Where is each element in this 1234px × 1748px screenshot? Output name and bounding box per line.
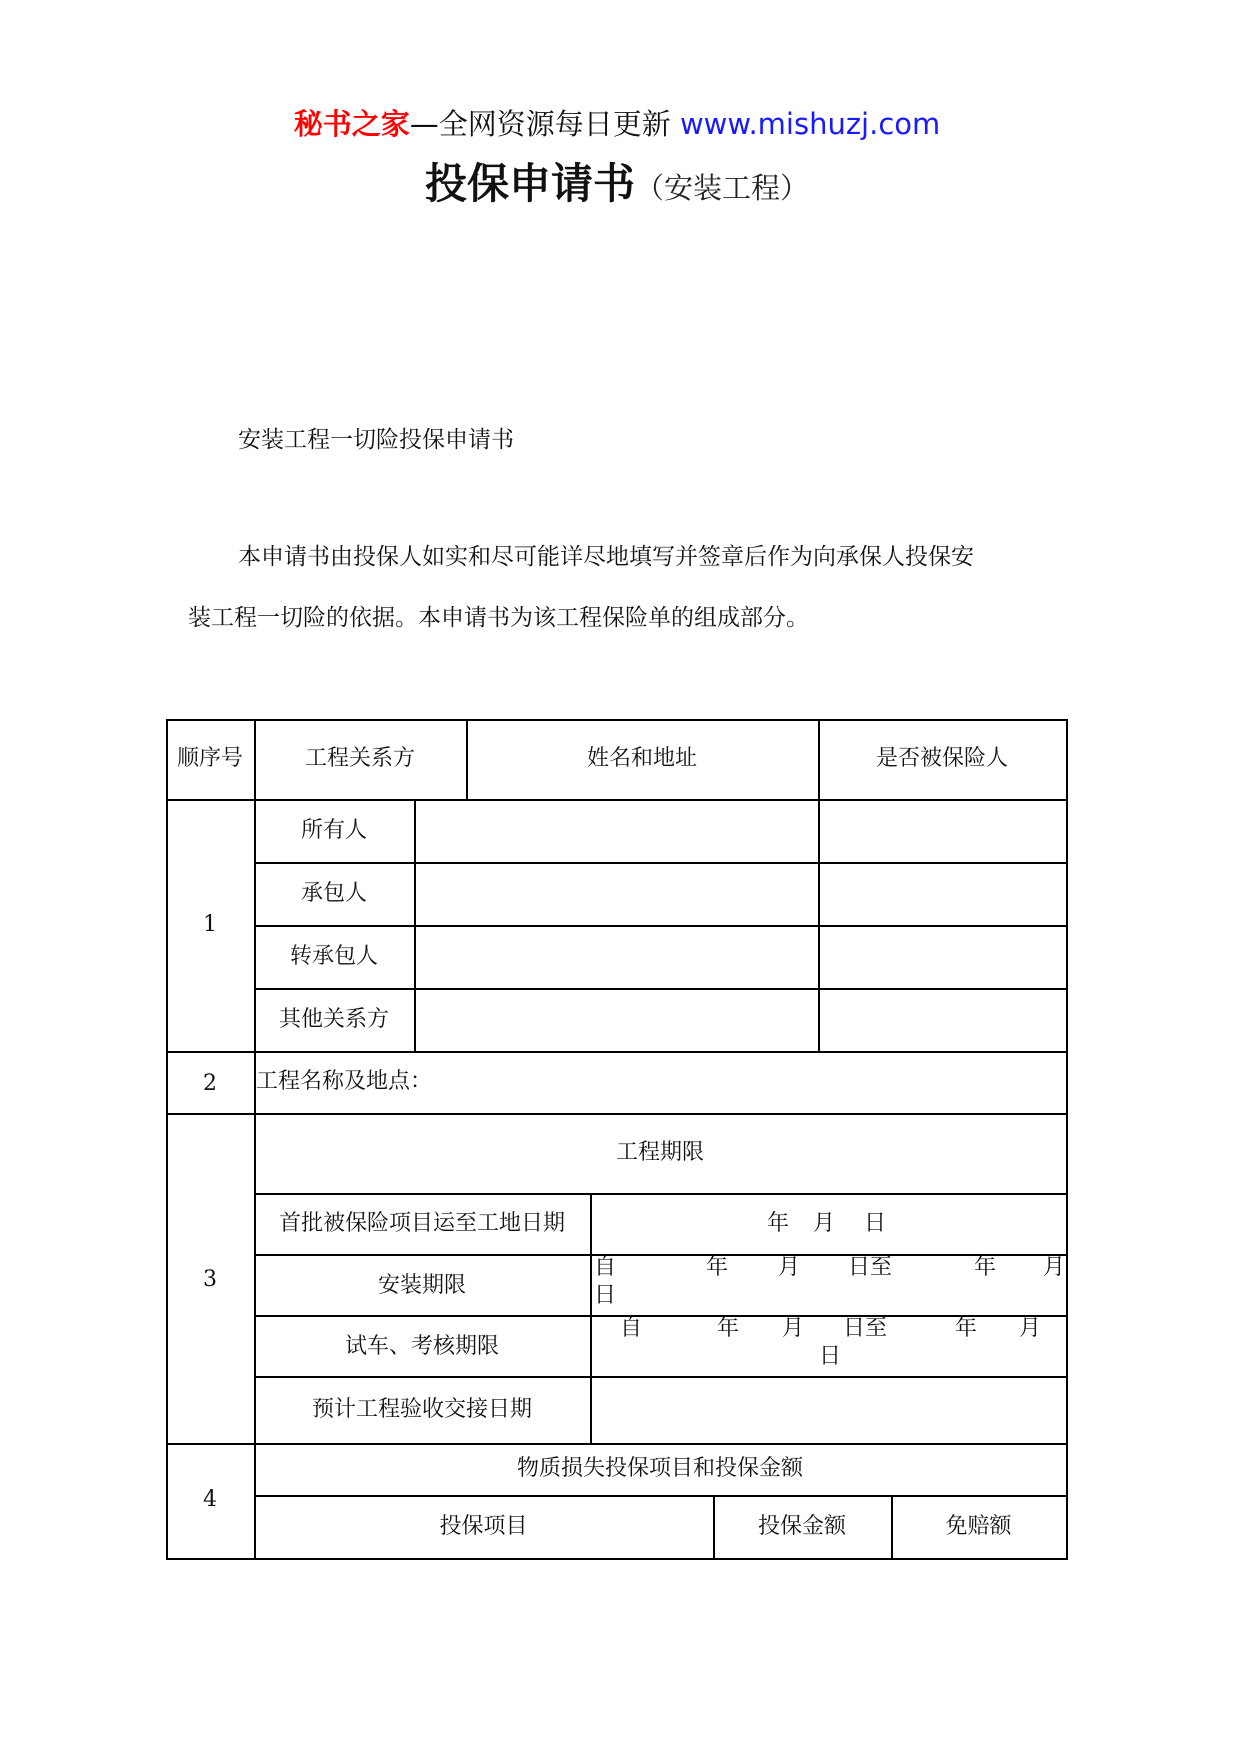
intro-line-2: 装工程一切险的依据。本申请书为该工程保险单的组成部分。: [188, 605, 809, 631]
contractor-name-address-field[interactable]: [416, 864, 817, 924]
title-sub: （安装工程）: [635, 171, 810, 205]
header-seq: 顺序号: [176, 746, 243, 771]
party-other: 其他关系方: [278, 1007, 389, 1032]
s2-bottom-line: [166, 1113, 1068, 1115]
s3-row-line-1: [254, 1254, 1068, 1256]
date-day-to: 日至: [843, 1316, 888, 1341]
owner-name-address-field[interactable]: [416, 801, 817, 861]
other-name-address-field[interactable]: [416, 990, 817, 1050]
brand-name: 秘书之家: [293, 107, 410, 141]
date-month: 月: [782, 1316, 805, 1341]
date-day-to: 日至: [848, 1255, 893, 1280]
date-year: 年: [767, 1211, 790, 1236]
s3-bottom-line: [166, 1443, 1068, 1445]
form-subtitle: 安装工程一切险投保申请书: [238, 427, 514, 453]
subcontractor-name-address-field[interactable]: [416, 927, 817, 987]
date-month: 月: [1019, 1316, 1042, 1341]
project-period-title: 工程期限: [615, 1140, 704, 1165]
expected-acceptance-date-label: 预计工程验收交接日期: [311, 1397, 532, 1422]
header-party: 工程关系方: [304, 746, 415, 771]
table-border-bottom: [166, 1558, 1068, 1560]
test-run-period-label: 试车、考核期限: [344, 1334, 499, 1359]
header-name-address: 姓名和地址: [586, 746, 697, 771]
party-subcontractor: 转承包人: [289, 944, 378, 969]
date-year: 年: [717, 1316, 740, 1341]
date-year: 年: [955, 1316, 978, 1341]
intro-line-1: 本申请书由投保人如实和尽可能详尽地填写并签章后作为向承保人投保安: [238, 544, 974, 570]
owner-insured-field[interactable]: [820, 801, 1065, 861]
date-from: 自: [594, 1255, 617, 1280]
party-owner: 所有人: [300, 818, 367, 843]
table-border-top: [166, 719, 1068, 721]
material-damage-title: 物质损失投保项目和投保金额: [516, 1456, 803, 1481]
project-name-location-label: 工程名称及地点：: [256, 1069, 433, 1094]
contractor-insured-field[interactable]: [820, 864, 1065, 924]
date-year: 年: [706, 1255, 729, 1280]
section1-number: 1: [203, 912, 217, 937]
document-title: [0, 156, 1234, 221]
col-sum-insured: 投保金额: [757, 1514, 846, 1539]
table-border-left: [166, 719, 168, 1560]
date-day: 日: [819, 1344, 842, 1369]
expected-acceptance-date-field[interactable]: [592, 1378, 1064, 1441]
other-insured-field[interactable]: [820, 990, 1065, 1050]
col-deductible: 免赔额: [945, 1514, 1012, 1539]
date-from: 自: [620, 1316, 643, 1341]
header-is-insured: 是否被保险人: [875, 746, 1008, 771]
project-name-location-field[interactable]: [450, 1053, 1064, 1111]
section2-number: 2: [203, 1071, 217, 1096]
subcontractor-insured-field[interactable]: [820, 927, 1065, 987]
site-url-link[interactable]: www.mishuzj.com: [679, 107, 941, 141]
table-border-right: [1066, 719, 1068, 1560]
s4-title-line: [254, 1495, 1068, 1497]
date-month: 月: [813, 1211, 836, 1236]
s3-row-line-2: [254, 1315, 1068, 1317]
section3-number: 3: [203, 1267, 217, 1292]
installation-period-label: 安装期限: [377, 1273, 466, 1298]
date-year: 年: [974, 1255, 997, 1280]
title-main: 投保申请书: [424, 159, 635, 208]
date-month: 月: [778, 1255, 801, 1280]
date-day: 日: [594, 1283, 617, 1308]
first-delivery-date-label: 首批被保险项目运至工地日期: [278, 1211, 565, 1236]
party-contractor: 承包人: [300, 881, 367, 906]
section4-number: 4: [203, 1487, 217, 1512]
brand-slogan: —全网资源每日更新: [409, 107, 671, 141]
date-day: 日: [864, 1211, 887, 1236]
date-month: 月: [1043, 1255, 1066, 1280]
s3-title-line: [254, 1193, 1068, 1195]
site-banner: [0, 104, 1234, 144]
col-insured-item: 投保项目: [439, 1514, 528, 1539]
